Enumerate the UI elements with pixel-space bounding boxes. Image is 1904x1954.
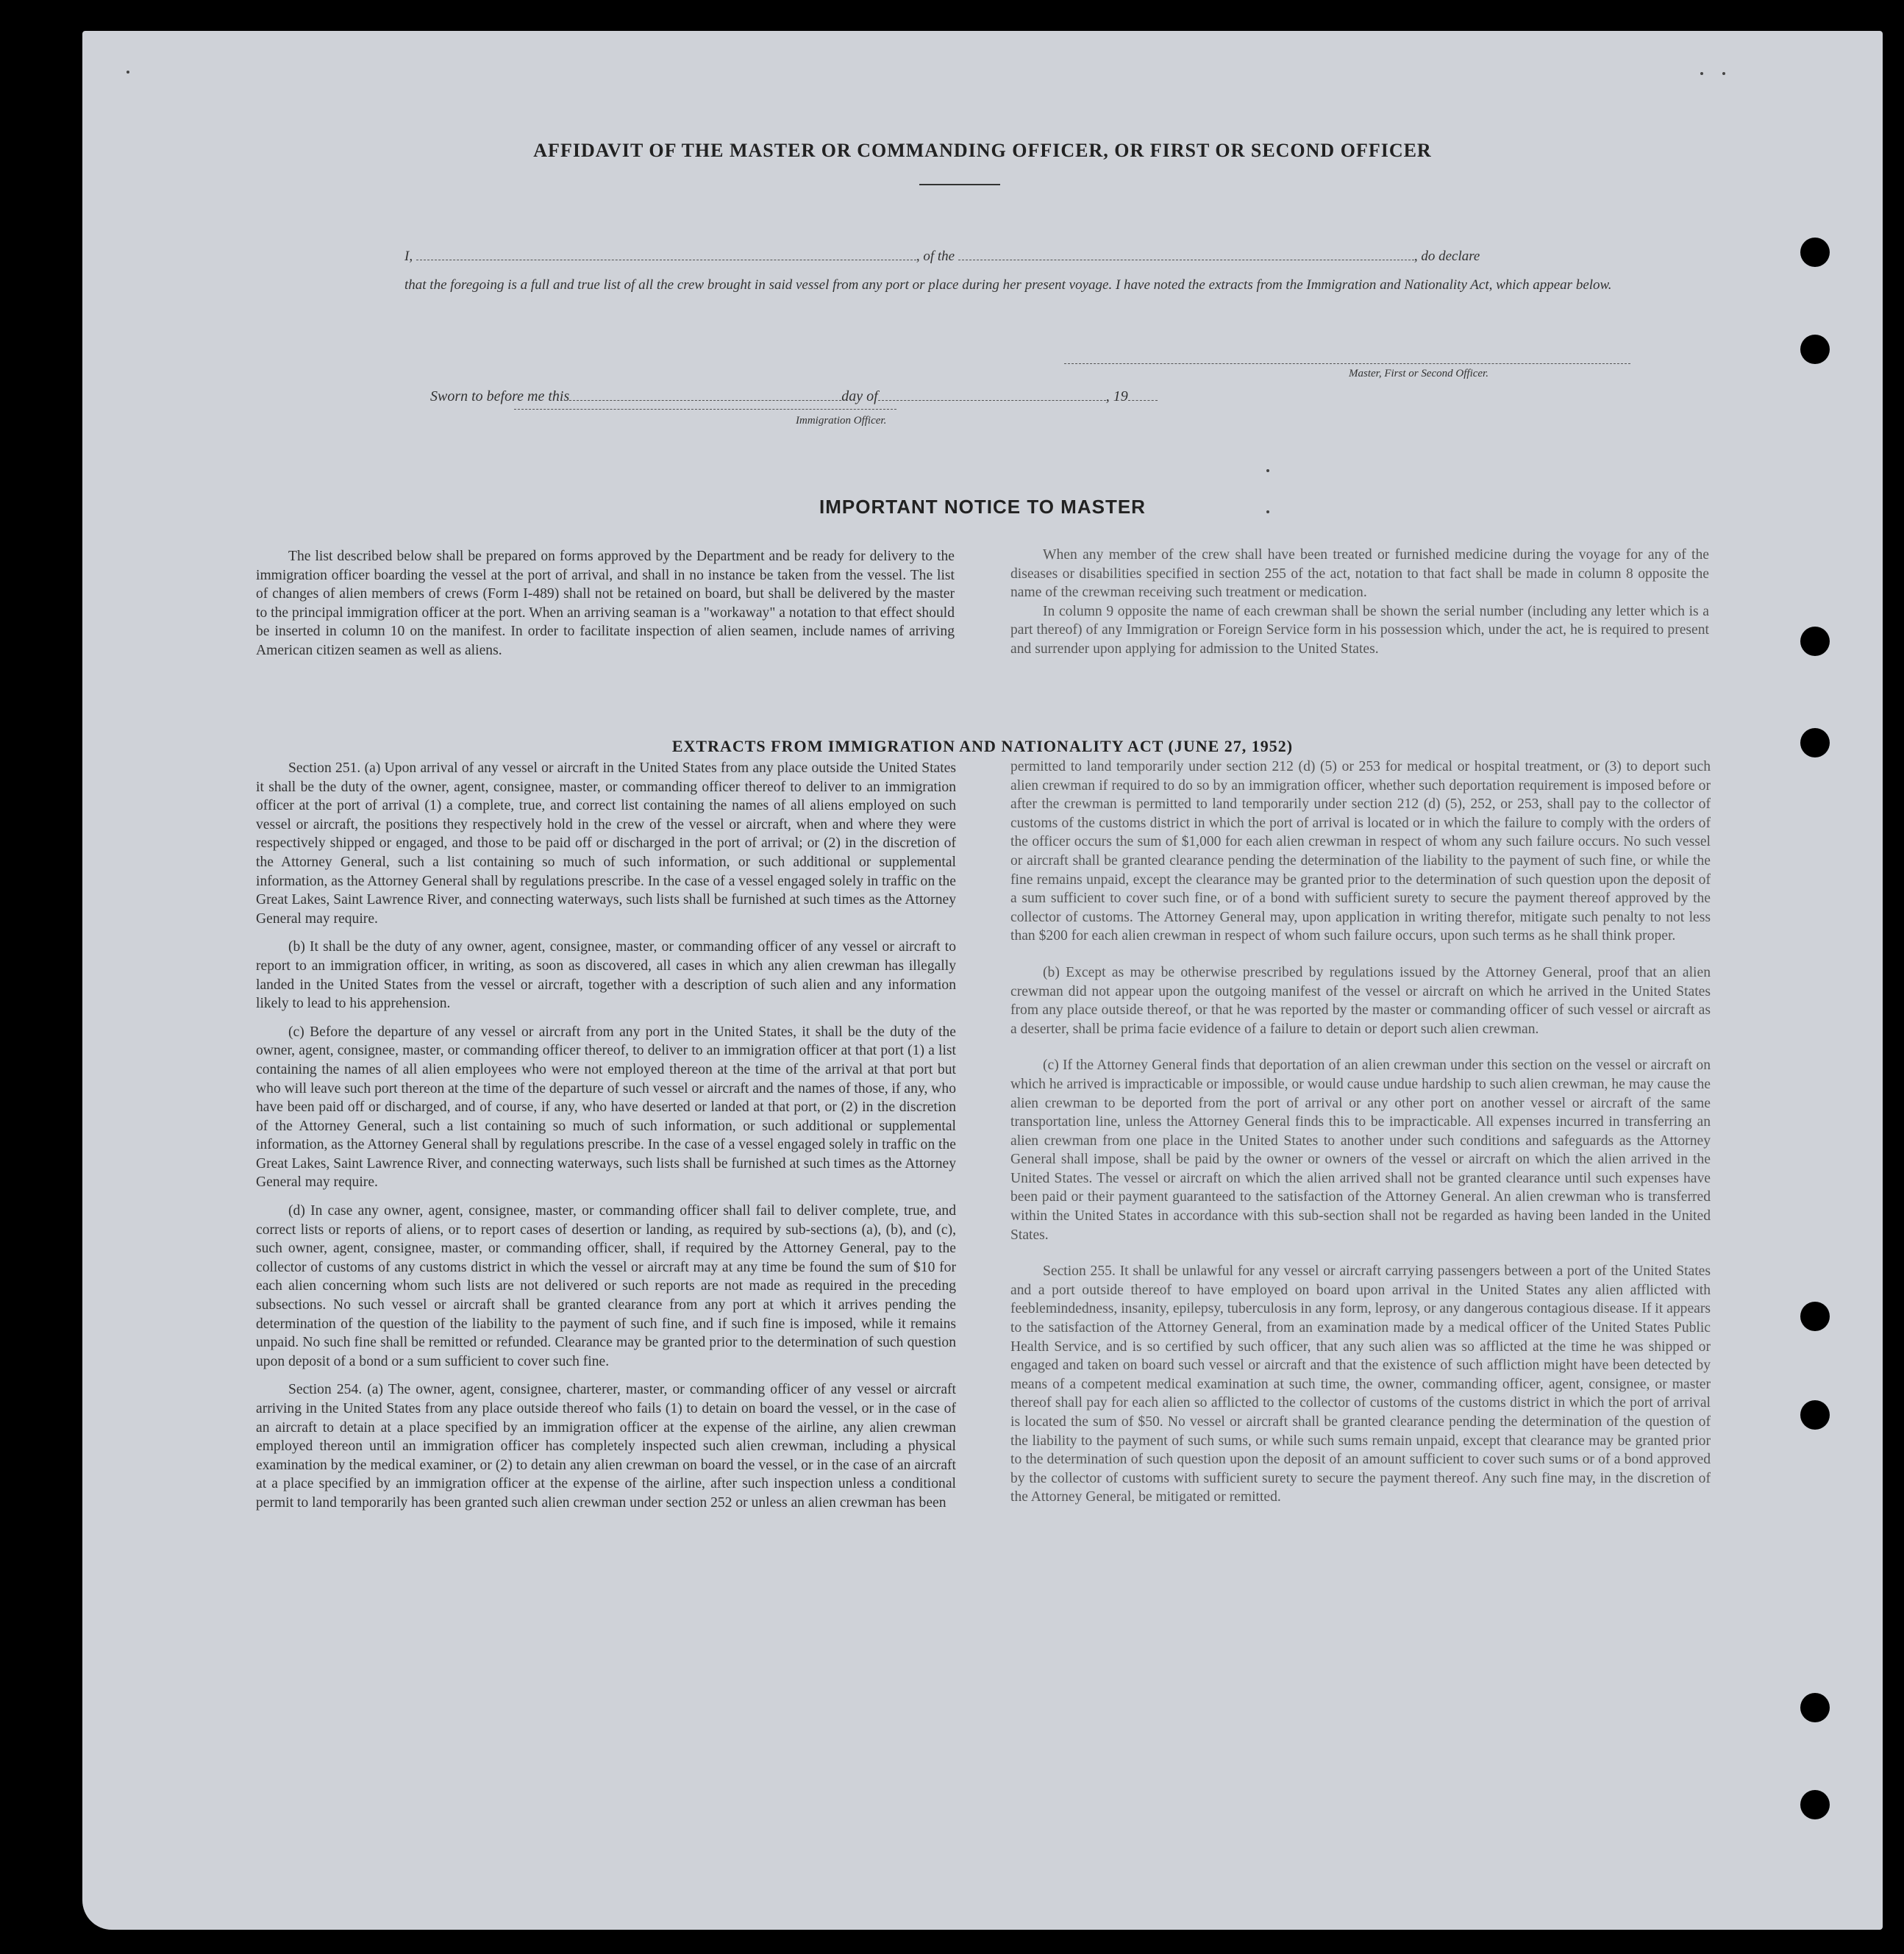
- sworn-day-field[interactable]: [569, 390, 841, 401]
- vessel-name-field[interactable]: [958, 249, 1414, 260]
- section-251d: (d) In case any owner, agent, consignee, master, or commanding officer shall fail to deliver complete, true, and correct lists or reports of aliens, or to report cases of desertion or landing, as required by sub-sections (a), (b), and (c), such owner, agent, consignee, master, or commanding officer, shall, if required by the Attorney General, pay to the collector of customs of any customs district in which the vessel or aircraft may at any time be found the sum of $10 for each alien concerning whom such lists are not delivered or such reports are not made as required in the preceding subsections. No such vessel or aircraft shall be granted clearance from any port at which it arrives pending the determination of the question of the liability to the payment of such fine, and if such fine is imposed, while it remains unpaid. No such fine shall be remitted or refunded. Clearance may be granted prior to the determination of such question upon deposit of a bond or a sum sufficient to cover such fine.: [256, 1203, 956, 1369]
- notice-title: IMPORTANT NOTICE TO MASTER: [819, 496, 1146, 518]
- document-page: [82, 31, 1883, 1930]
- notice-right-paragraph-1: When any member of the crew shall have been treated or furnished medicine during the voyage for any of the diseases or disabilities specified in section 255 of the act, notation to that fact shall be made in column 8 opposite the name of the crewman receiving such treatment or medication.: [1010, 547, 1709, 601]
- section-251a: Section 251. (a) Upon arrival of any vessel or aircraft in the United States from any place outside the United States it shall be the duty of the owner, agent, consignee, master, or commanding officer thereof to deliver to an immigration officer at the port of arrival (1) a complete, true, and correct list containing the names of all aliens employed on such vessel or aircraft, the positions they respectively hold in the crew of the vessel or aircraft, when and where they were respectively shipped or engaged, and those to be paid off or discharged in the port of arrival; or (2) in the discretion of the Attorney General, such a list containing so much of such information, or such additional or supplemental information, as the Attorney General shall by regulations prescribe. In the case of a vessel engaged solely in traffic on the Great Lakes, Saint Lawrence River, and connecting waterways, such lists shall be furnished at such times as the Attorney General may require.: [256, 760, 956, 927]
- of-the-label: , of the: [916, 249, 955, 264]
- extracts-left-column: [256, 759, 956, 1513]
- day-of-label: day of: [841, 388, 878, 404]
- speck: [1266, 510, 1269, 513]
- declaration-text: that the foregoing is a full and true list of all the crew brought in said vessel from any port or place during her present voyage. I have noted the extracts from the Immigration and Nationality Act, which appear below.: [404, 277, 1612, 293]
- binder-hole: [1800, 238, 1830, 267]
- binder-hole: [1800, 1400, 1830, 1430]
- binder-hole: [1800, 1302, 1830, 1331]
- section-254a: Section 254. (a) The owner, agent, consignee, charterer, master, or commanding officer of any vessel or aircraft arriving in the United States from any place outside thereof who fails (1) to detain on board the vessel, or in the case of an aircraft to detain at a place specified by an immigration officer at the expense of the airline, any alien crewman employed thereon until an immigration officer has completely inspected such alien crewman, including a physical examination by the medical examiner, or (2) to detain any alien crewman on board the vessel, or in the case of an aircraft at a place specified by an immigration officer at the expense of the airline, after such inspection unless a conditional permit to land temporarily has been granted such alien crewman under section 252 or unless an alien crewman has been: [256, 1382, 956, 1511]
- binder-hole: [1800, 1790, 1830, 1819]
- do-declare-label: , do declare: [1413, 249, 1480, 264]
- binder-hole: [1800, 1693, 1830, 1722]
- declarant-name-field[interactable]: [416, 249, 916, 260]
- section-255: Section 255. It shall be unlawful for any vessel or aircraft carrying passengers between a port of the United States and a port outside thereof to have employed on board upon arrival in the United States any alien afflicted with feeblemindedness, insanity, epilepsy, tuberculosis in any form, leprosy, or any dangerous contagious disease. If it appears to the satisfaction of the Attorney General, from an examination made by a medical officer of the United States Public Health Service, and is so certified by such officer, that any such alien was so afflicted at the time he was shipped or engaged and taken on board such vessel or aircraft and that the existence of such affliction might have been detected by means of a competent medical examination at such time, the owner, commanding officer, agent, consignee, or master thereof shall pay for each alien so afflicted to the collector of customs of the customs district in which the port of arrival is located the sum of $50. No vessel or aircraft shall be granted clearance pending the determination of the question of the liability to the payment of such sums, or while such sums remain unpaid, except that clearance may be granted prior to the determination of such question upon the deposit of an amount sufficient to cover such sums or of a bond approved by the collector of customs with sufficient surety to secure the payment thereof. Any such fine may, in the discretion of the Attorney General, be mitigated or remitted.: [1010, 1263, 1711, 1505]
- extracts-right-column: [1010, 757, 1711, 1507]
- affidavit-title: AFFIDAVIT OF THE MASTER OR COMMANDING OFFICER, OR FIRST OR SECOND OFFICER: [533, 140, 1432, 161]
- binder-hole: [1800, 335, 1830, 364]
- section-251c: (c) Before the departure of any vessel or aircraft from any port in the United States, it shall be the duty of the owner, agent, consignee, master, or commanding officer thereof, to deliver to an immigration officer at that port (1) a list containing the names of all alien employees who were not employed thereon at the time of the arrival at that port but who will leave such port thereon at the time of the departure of such vessel or aircraft and the names of those, if any, who have been paid off or discharged, and of course, if any, who have deserted or landed at that port, or (2) in the discretion of the Attorney General, such a list containing so much of such information, or such additional or supplemental information, as the Attorney General shall by regulations prescribe. In the case of a vessel engaged solely in traffic on the Great Lakes, Saint Lawrence River, and connecting waterways, such lists shall be furnished at such times as the Attorney General may require.: [256, 1024, 956, 1191]
- immigration-officer-label: Immigration Officer.: [796, 415, 887, 427]
- sworn-line: [404, 388, 1636, 405]
- notice-right-paragraph-2: In column 9 opposite the name of each crewman shall be shown the serial number (including any letter which is a part thereof) of any Immigration or Foreign Service form in his possession which, under the act, he is required to present and surrender upon applying for admission to the United States.: [1010, 603, 1709, 657]
- sworn-month-field[interactable]: [878, 390, 1106, 401]
- notice-right-column: [1010, 546, 1709, 659]
- speck: [126, 71, 129, 74]
- master-signature-label: Master, First or Second Officer.: [1349, 368, 1488, 379]
- notice-left-paragraph: The list described below shall be prepared on forms approved by the Department and be ready for delivery to the immigration officer boarding the vessel at the port of arrival, and shall in no instance be taken from the vessel. The list of changes of alien members of crews (Form I-489) shall not be retained on board, but shall be delivered by the master to the principal immigration officer at the port. When an arriving seaman is a "workaway" a notation to that effect should be inserted in column 10 on the manifest. In order to facilitate inspection of alien seamen, include names of arriving American citizen seamen as well as aliens.: [256, 549, 955, 658]
- sworn-year-field[interactable]: [1128, 390, 1158, 401]
- speck: [1266, 469, 1269, 472]
- extracts-title: EXTRACTS FROM IMMIGRATION AND NATIONALITY ACT (JUNE 27, 1952): [671, 737, 1294, 755]
- section-254a-continued: permitted to land temporarily under section 212 (d) (5) or 253 for medical or hospital treatment, or (3) to deport such alien crewman if required to do so by an immigration officer, whether such deportation requirement is imposed before or after the crewman is permitted to land temporarily under section 212 (d) (5), 252, or 253, shall pay to the collector of customs of the customs district in which the port of arrival is located or in which the failure to comply with the orders of the officer occurs the sum of $1,000 for each alien crewman in respect of whom any such failure occurs. No such vessel or aircraft shall be granted clearance pending the determination of the liability to the payment of such fine, or while the fine remains unpaid, except the clearance may be granted prior to the determination of such question upon the deposit of a sum sufficient to cover such fine, or of a bond with sufficient surety to secure the payment thereof approved by the collector of customs. The Attorney General may, upon application in writing therefor, mitigate such penalty to not less than $200 for each alien crewman in respect of whom such failure occurs, upon such terms as he shall think proper.: [1010, 759, 1711, 944]
- notice-left-column: [256, 547, 955, 660]
- section-254c: (c) If the Attorney General finds that deportation of an alien crewman under this section on the vessel or aircraft on which he arrived is impracticable or impossible, or would cause undue hardship to such alien crewman, he may cause the alien crewman to be deported from the port of arrival or any other port on another vessel or aircraft of the same transportation line, unless the Attorney General finds this to be impracticable. All expenses incurred in transferring an alien crewman from one place in the United States to another under such conditions and safeguards as the Attorney General shall impose, shall be paid by the owner or owners of the vessel or aircraft on which the alien arrived in the United States. The vessel or aircraft on which the alien arrived shall not be granted clearance until such expenses have been paid or their payment guaranteed to the satisfaction of the Attorney General. An alien crewman who is transferred within the United States in accordance with this sub-section shall not be regarded as having been landed in the United States.: [1010, 1058, 1711, 1243]
- year-label: , 19: [1105, 388, 1128, 404]
- declarant-prefix: I,: [404, 249, 413, 264]
- declaration-first-line: [404, 249, 1636, 265]
- binder-hole: [1800, 627, 1830, 656]
- binder-hole: [1800, 728, 1830, 757]
- speck: [1700, 72, 1703, 75]
- master-signature-line[interactable]: [1064, 363, 1630, 364]
- sworn-prefix: Sworn to before me this: [430, 388, 570, 404]
- section-251b: (b) It shall be the duty of any owner, agent, consignee, master, or commanding officer of any vessel or aircraft to report to an immigration officer, in writing, as soon as discovered, all cases in which any alien crewman has illegally landed in the United States from the vessel or aircraft, together with a description of such alien and any information likely to lead to his apprehension.: [256, 939, 956, 1012]
- speck: [1722, 72, 1725, 75]
- title-underline: [919, 184, 1000, 185]
- section-254b: (b) Except as may be otherwise prescribed by regulations issued by the Attorney General, proof that an alien crewman did not appear upon the outgoing manifest of the vessel or aircraft on which he arrived in the United States from any place outside thereof, or that he was reported by the master or commanding officer of such vessel or aircraft as a deserter, shall be prima facie evidence of a failure to detain or deport such alien crewman.: [1010, 964, 1711, 1037]
- immigration-officer-signature-line[interactable]: [514, 409, 896, 410]
